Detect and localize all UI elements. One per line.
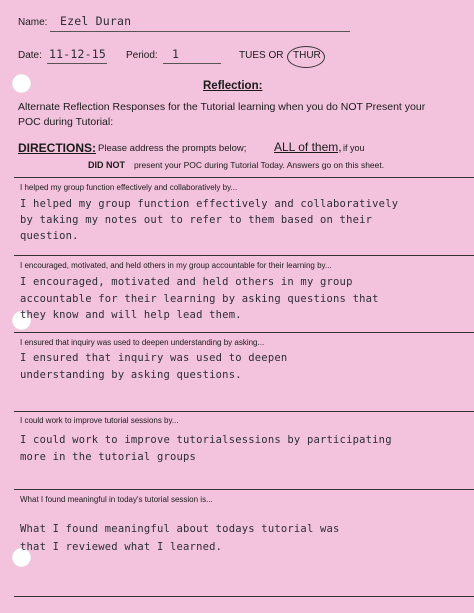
date-underline [47, 63, 107, 64]
directions-did-not: DID NOT [88, 160, 125, 170]
section-5-prompt: What I found meaningful in today's tutorial session is... [20, 495, 213, 504]
binder-hole-top [12, 74, 31, 93]
bottom-border [14, 596, 474, 597]
section-4-answer-line-2: more in the tutorial groups [20, 451, 197, 463]
section-2-answer-line-3: they know and will help lead them. [20, 309, 242, 321]
section-2-prompt: I encouraged, motivated, and held others in my group accountable for their learning by... [20, 261, 332, 270]
name-label: Name: [18, 17, 48, 28]
section-4-answer-line-1: I could work to improve tutorialsessions by participating [20, 434, 392, 446]
section-2-answer-line-1: I encouraged, motivated and held others in my group [20, 276, 353, 288]
section-1-border [14, 177, 474, 178]
days-text: TUES OR [239, 50, 284, 61]
section-3-prompt: I ensured that inquiry was used to deepen understanding by asking... [20, 338, 265, 347]
section-1-answer-line-2: by taking my notes out to refer to them based on their [20, 214, 373, 226]
period-value: 1 [172, 47, 180, 61]
section-2-answer-line-2: accountable for their learning by asking questions that [20, 293, 379, 305]
section-3-border [14, 332, 474, 333]
period-label: Period: [126, 50, 158, 61]
name-underline [50, 31, 350, 32]
section-5-answer-line-1: What I found meaningful about todays tutorial was [20, 523, 340, 535]
section-1-prompt: I helped my group function effectively and collaboratively by... [20, 183, 238, 192]
selected-day: THUR [293, 50, 321, 61]
directions-text-2: if you [343, 143, 365, 153]
page-title: Reflection: [203, 80, 263, 92]
section-4-prompt: I could work to improve tutorial sessions by... [20, 416, 179, 425]
directions-emphasis: ALL of them, [274, 140, 342, 154]
section-4-border [14, 411, 474, 412]
section-2-border [14, 255, 474, 256]
section-1-answer-line-1: I helped my group function effectively and collaboratively [20, 198, 399, 210]
intro-line-2: POC during Tutorial: [18, 116, 114, 128]
section-5-border [14, 489, 474, 490]
section-3-answer-line-1: I ensured that inquiry was used to deepen [20, 352, 288, 364]
directions-label: DIRECTIONS: [18, 141, 96, 155]
name-value: Ezel Duran [60, 14, 132, 28]
section-5-answer-line-2: that I reviewed what I learned. [20, 541, 223, 553]
section-3-answer-line-2: understanding by asking questions. [20, 369, 242, 381]
directions-text-1: Please address the prompts below; [98, 143, 247, 154]
intro-line-1: Alternate Reflection Responses for the Tutorial learning when you do NOT Present your [18, 101, 426, 113]
directions-line-2: present your POC during Tutorial Today. Answers go on this sheet. [134, 160, 385, 170]
section-1-answer-line-3: question. [20, 230, 79, 242]
period-underline [163, 63, 221, 64]
date-label: Date: [18, 50, 42, 61]
date-value: 11-12-15 [49, 47, 106, 61]
